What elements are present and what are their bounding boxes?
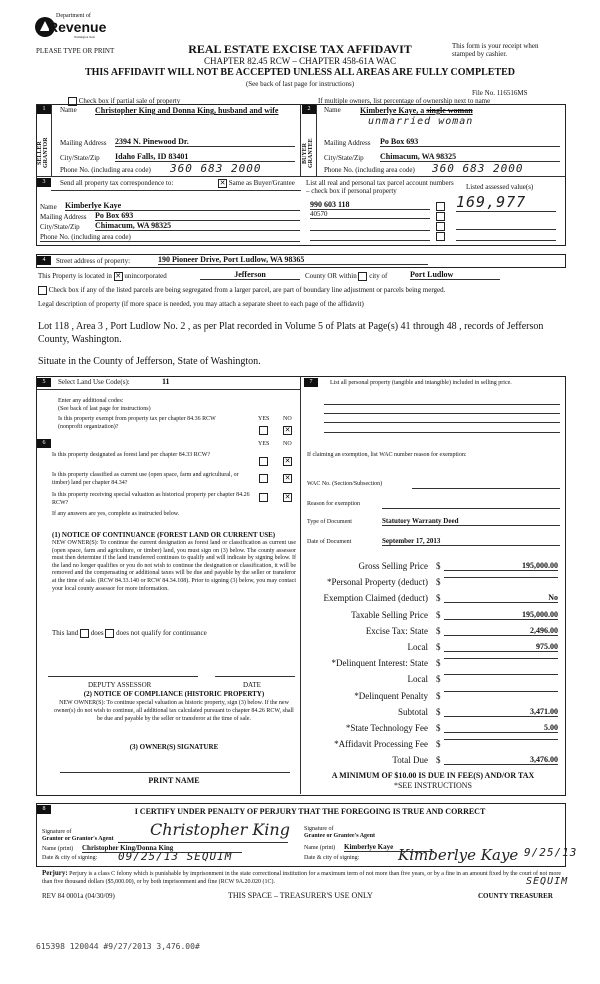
does-checkbox[interactable] <box>80 629 89 638</box>
buyer-name-handwritten: unmarried woman <box>368 116 474 127</box>
city-checkbox[interactable] <box>358 272 367 281</box>
assessed-header: Listed assessed value(s) <box>466 183 534 191</box>
file-number: File No. 116516MS <box>472 89 528 97</box>
fee-label: Local <box>407 642 428 652</box>
legal-description: Lot 118 , Area 3 , Port Ludlow No. 2 , as per Plat recorded in Volume 5 of Plats at Page(s) 41 through 48 , records of Jefferson County, Washington. <box>38 321 544 345</box>
perjury-notice <box>42 869 562 886</box>
print-name-label: PRINT NAME <box>148 776 200 785</box>
exemption-wac-label: If claiming an exemption, list WAC number reason for exemption: <box>307 452 467 458</box>
type-document-value: Statutory Warranty Deed <box>382 517 560 526</box>
fee-dollar: $ <box>436 642 441 652</box>
notice-1-text: NEW OWNER(S): To continue the current designation as forest land or classification as current use (open space, farm and agriculture, or timber) land, you must sign on (3) below. The county assessor must then determine if the land transferred continues to qualify and will indicate by signing below. If the land no longer qualifies or you do not wish to continue the designation or classification, it will be removed and the compensating or additional taxes will be due and payable by the seller or transferor at the time of sale. (RCW 84.33.140 or RCW 84.34.108). Prior to signing (3) below, you may contact your local county assessor for more information. <box>52 540 296 592</box>
fee-row <box>302 722 564 736</box>
date-label: DATE <box>243 681 261 689</box>
parcel-2: 40570 <box>310 210 430 219</box>
notice-2-title: (2) NOTICE OF COMPLIANCE (HISTORIC PROPERTY) <box>83 690 265 698</box>
please-type: PLEASE TYPE OR PRINT <box>36 47 115 55</box>
fee-row <box>302 657 564 671</box>
reason-label: Reason for exemption <box>307 501 360 507</box>
fee-label: Excise Tax: State <box>365 625 428 636</box>
personal-checkbox-1[interactable] <box>436 202 445 211</box>
fee-row <box>302 738 564 752</box>
land-use-value: 11 <box>162 377 170 386</box>
grantee-sig-label2: Grantee or Grantee's Agent <box>304 833 376 839</box>
land-use-label: Select Land Use Code(s): <box>58 378 130 386</box>
date-document-value: September 17, 2013 <box>382 537 560 546</box>
county-treasurer: COUNTY TREASURER <box>478 892 553 900</box>
seller-phone-value: 360 683 2000 <box>170 162 262 175</box>
tax-phone-label: Phone No. (including area code) <box>40 233 300 242</box>
fee-dollar: $ <box>436 609 441 620</box>
fee-label: Gross Selling Price <box>358 561 428 571</box>
form-warning: THIS AFFIDAVIT WILL NOT BE ACCEPTED UNLESS ALL AREAS ARE FULLY COMPLETED <box>84 67 516 78</box>
buyer-city-value: Chimacum, WA 98325 <box>380 152 560 162</box>
tax-mailing-value: Po Box 693 <box>95 211 300 221</box>
fee-dollar: $ <box>436 577 441 588</box>
fee-label: Subtotal <box>397 706 428 717</box>
fee-label: *Delinquent Interest: State <box>331 658 428 669</box>
fee-label: *Delinquent Penalty <box>354 690 428 701</box>
historic-yes-checkbox[interactable] <box>259 493 268 502</box>
logo <box>34 13 107 43</box>
seller-side-label: SELLER GRANTOR <box>37 137 49 169</box>
fee-value: No <box>444 593 558 603</box>
located-label: This Property is located in <box>38 272 112 281</box>
section-8-number: 8 <box>37 805 51 814</box>
fee-dollar: $ <box>436 561 441 571</box>
fee-row <box>302 706 564 720</box>
personal-checkbox-4[interactable] <box>436 232 445 241</box>
buyer-name-value <box>360 106 473 115</box>
buyer-city-label: City/State/Zip <box>324 154 364 162</box>
county-value: Jefferson <box>200 270 300 280</box>
fee-dollar: $ <box>436 658 441 669</box>
fee-row <box>302 592 564 606</box>
see-instructions: *SEE INSTRUCTIONS <box>393 781 472 790</box>
fee-dollar: $ <box>436 723 441 733</box>
logo-state: Washington State <box>74 35 96 39</box>
fee-label: *Personal Property (deduct) <box>327 577 428 588</box>
exempt-no-checkbox[interactable]: ✕ <box>284 426 291 434</box>
wac-no-label: WAC No. (Section/Subsection) <box>307 481 383 487</box>
unincorporated-label: unincorporated <box>124 272 167 281</box>
logo-dept: Department of <box>56 13 91 19</box>
fee-label: Local <box>407 674 428 685</box>
notice-2-text: NEW OWNER(S): To continue special valuation as historic property, sign (3) below. If the new owner(s) do not wish to continue, all additional tax calculated pursuant to chapter 84.26 RCW, shall be due and payable by the seller or transferor at the time of sale. <box>54 700 294 722</box>
fee-row <box>302 560 564 574</box>
fee-label: Total Due <box>392 755 428 766</box>
receipt-note: This form is your receipt when stamped by cashier. <box>452 42 539 58</box>
fee-row <box>302 754 564 768</box>
deputy-assessor-label: DEPUTY ASSESSOR <box>88 681 152 689</box>
treasurer-space: THIS SPACE – TREASURER'S USE ONLY <box>228 891 373 900</box>
additional-see-back: (See back of last page for instructions) <box>58 406 151 412</box>
forest-question: Is this property designated as forest land per chapter 84.33 RCW? <box>52 452 211 458</box>
grantee-name-value: Kimberlye Kaye <box>344 843 434 852</box>
notice-1-title: (1) NOTICE OF CONTINUANCE (FOREST LAND OR CURRENT USE) <box>52 531 276 539</box>
situate-text: Situate in the County of Jefferson, State of Washington. <box>38 356 261 367</box>
fee-dollar: $ <box>436 690 441 701</box>
perjury-text: Perjury is a class C felony which is punishable by imprisonment in the state correctional institution for a maximum term of not more than five years, or by a fine in an amount fixed by the court of not more than five thousand dollars ($5,000.00), or by both imprisonment and fine (RCW 9A.20.020 (1C). <box>42 871 562 885</box>
fee-row <box>302 609 564 623</box>
current-use-yes-checkbox[interactable] <box>259 474 268 483</box>
certify-statement: I CERTIFY UNDER PENALTY OF PERJURY THAT THE FOREGOING IS TRUE AND CORRECT <box>134 807 486 816</box>
additional-codes: Enter any additional codes: <box>58 398 124 404</box>
grantor-date-value: 09/25/13 SEQUIM <box>118 850 233 863</box>
segregated-row <box>38 286 445 295</box>
fee-row <box>302 576 564 590</box>
perjury-label: Perjury: <box>42 869 68 877</box>
fee-value: 975.00 <box>444 642 558 652</box>
this-land-label: This land <box>52 629 79 638</box>
fee-dollar: $ <box>436 625 441 636</box>
grantee-signature: Kimberlye Kaye <box>398 846 519 864</box>
same-as-label: Same as Buyer/Grantee <box>228 179 295 188</box>
tax-mailing-label: Mailing Address <box>40 213 87 221</box>
fee-row <box>302 641 564 655</box>
grantor-date-label: Date & city of signing: <box>42 855 98 861</box>
fee-row <box>302 625 564 639</box>
grantee-sig-label1: Signature of <box>304 826 334 832</box>
forest-no-checkbox[interactable]: ✕ <box>284 457 291 465</box>
seller-mailing-label: Mailing Address <box>60 139 107 147</box>
fee-label: Taxable Selling Price <box>351 609 428 620</box>
treasurer-stamp: 615398 120044 #9/27/2013 3,476.00# <box>36 942 200 951</box>
multi-owner-note: If multiple owners, list percentage of ownership next to name <box>318 97 491 105</box>
section-2-number: 2 <box>302 105 316 114</box>
legal-label: Legal description of property (if more space is needed, you may attach a separate sheet to each page of the affidavit) <box>38 300 364 308</box>
personal-checkbox-3[interactable] <box>436 222 445 231</box>
fee-label: *Affidavit Processing Fee <box>334 739 428 750</box>
section-6-number: 6 <box>37 439 51 448</box>
continuance-row <box>52 629 207 638</box>
fee-dollar: $ <box>436 593 441 604</box>
fee-dollar: $ <box>436 706 441 717</box>
same-as-row <box>218 179 295 188</box>
seller-city-value: Idaho Falls, ID 83401 <box>115 152 295 162</box>
seller-name-value: Christopher King and Donna King, husband and wife <box>95 106 279 115</box>
buyer-mailing-label: Mailing Address <box>324 139 371 147</box>
grantor-sig-label2: Grantor or Grantor's Agent <box>42 836 114 842</box>
unincorporated-checkbox[interactable]: ✕ <box>115 272 122 280</box>
perjury-handwritten: SEQUIM <box>526 876 569 887</box>
buyer-name-text: Kimberlye Kaye, a <box>360 106 425 115</box>
fee-label: *State Technology Fee <box>345 723 428 733</box>
city-value: Port Ludlow <box>410 270 500 280</box>
fee-value <box>444 658 558 659</box>
fee-value: 3,471.00 <box>444 707 558 717</box>
grantee-date-value: 9/25/13 <box>524 846 578 859</box>
forest-yes-checkbox[interactable] <box>259 457 268 466</box>
grantor-name-label: Name (print) <box>42 846 74 852</box>
personal-checkbox-2[interactable] <box>436 212 445 221</box>
minimum-fee-note: A MINIMUM OF $10.00 IS DUE IN FEE(S) AND/OR TAX <box>331 771 535 780</box>
tax-name-value: Kimberlye Kaye <box>65 201 300 211</box>
historic-question: Is this property receiving special valuation as historical property per chapter 84.26 RCW? <box>52 492 250 506</box>
personal-property-label: List all personal property (tangible and intangible) included in selling price. <box>330 380 512 386</box>
type-document-label: Type of Document <box>307 519 352 525</box>
seller-name-label: Name <box>60 106 77 114</box>
section-4-number: 4 <box>37 256 51 265</box>
logo-name: Revenue <box>48 19 107 35</box>
grantor-sig-label1: Signature of <box>42 829 72 835</box>
exempt-yes-label: YES <box>258 416 270 422</box>
grantee-date-label: Date & city of signing: <box>304 855 360 861</box>
fee-dollar: $ <box>436 755 441 766</box>
same-as-checkbox[interactable]: ✕ <box>219 179 226 187</box>
fee-dollar: $ <box>436 674 441 685</box>
section-1-number: 1 <box>37 105 51 114</box>
parcel-1: 990 603 118 <box>310 200 430 210</box>
buyer-mailing-value: Po Box 693 <box>380 137 560 147</box>
grantor-signature: Christopher King <box>150 820 290 839</box>
historic-no-checkbox[interactable]: ✕ <box>284 493 291 501</box>
current-use-question: Is this property classified as current use (open space, farm and agricultural, or timber) land per chapter 84.34? <box>52 472 239 486</box>
seller-mailing-value: 2394 N. Pinewood Dr. <box>115 137 295 147</box>
send-correspondence-label: Send all property tax correspondence to: <box>60 179 174 187</box>
does-not-checkbox[interactable] <box>105 629 114 638</box>
fee-value: 5.00 <box>444 723 558 733</box>
fee-value: 195,000.00 <box>444 610 558 620</box>
revision-number: REV 84 0001a (04/30/09) <box>42 892 115 900</box>
form-title: REAL ESTATE EXCISE TAX AFFIDAVIT <box>188 42 412 56</box>
fee-label: Exemption Claimed (deduct) <box>323 593 428 604</box>
exempt-yes-checkbox[interactable] <box>259 426 268 435</box>
grantor-name-value: Christopher King/Donna King <box>82 844 242 853</box>
tax-name-label: Name <box>40 203 57 211</box>
segregated-checkbox[interactable] <box>38 286 47 295</box>
owner-signature-label: (3) OWNER(S) SIGNATURE <box>129 743 219 751</box>
grantee-name-label: Name (print) <box>304 845 336 851</box>
sec6-yes-label: YES <box>258 441 270 447</box>
street-label: Street address of property: <box>56 257 131 265</box>
fee-row <box>302 690 564 704</box>
city-label: city of <box>369 272 388 281</box>
current-use-no-checkbox[interactable]: ✕ <box>284 474 291 482</box>
tax-city-value: Chimacum, WA 98325 <box>95 221 300 231</box>
fee-value <box>444 674 558 675</box>
county-row <box>305 272 387 281</box>
exempt-question: Is this property exempt from property tax per chapter 84.36 RCW (nonprofit organization)? <box>58 416 216 430</box>
does-label: does <box>90 629 104 638</box>
answer-note: If any answers are yes, complete as instructed below. <box>52 511 180 517</box>
fee-value <box>444 577 558 578</box>
section-5-number: 5 <box>37 378 51 387</box>
street-value: 190 Pioneer Drive, Port Ludlow, WA 98365 <box>158 255 428 265</box>
seller-city-label: City/State/Zip <box>60 154 100 162</box>
buyer-phone-value: 360 683 2000 <box>432 162 524 175</box>
fee-value <box>444 691 558 692</box>
section-7-number: 7 <box>304 378 318 387</box>
parcel-header: List all real and personal tax parcel account numbers – check box if personal property <box>306 179 454 195</box>
form-chapter: CHAPTER 82.45 RCW – CHAPTER 458-61A WAC <box>204 56 396 66</box>
buyer-side-label: BUYER GRANTEE <box>302 138 314 168</box>
does-not-label: does not qualify for continuance <box>116 629 207 638</box>
located-row <box>38 272 167 281</box>
buyer-phone-label: Phone No. (including area code) <box>324 166 415 174</box>
date-document-label: Date of Document <box>307 539 352 545</box>
fee-row <box>302 673 564 687</box>
fee-value: 3,476.00 <box>444 755 558 765</box>
sec6-no-label: NO <box>283 441 292 447</box>
buyer-name-label: Name <box>324 106 341 114</box>
fee-value: 2,496.00 <box>444 626 558 636</box>
see-back: (See back of last page for instructions) <box>245 80 355 88</box>
fee-dollar: $ <box>436 739 441 750</box>
fee-value: 195,000.00 <box>444 561 558 571</box>
section-3-number: 3 <box>37 178 51 187</box>
tax-city-label: City/State/Zip <box>40 223 80 231</box>
county-label: County OR within <box>305 272 357 281</box>
partial-sale-label: Check box if partial sale of property <box>78 97 181 106</box>
buyer-name-strike: single woman <box>426 106 473 115</box>
exempt-no-label: NO <box>283 416 292 422</box>
segregated-label: Check box if any of the listed parcels are being segregated from a larger parcel, are part of boundary line adjustment or parcels being merged. <box>48 286 446 295</box>
seller-phone-label: Phone No. (including area code) <box>60 166 151 174</box>
fee-value <box>444 739 558 740</box>
assessed-value: 169,977 <box>456 193 556 212</box>
